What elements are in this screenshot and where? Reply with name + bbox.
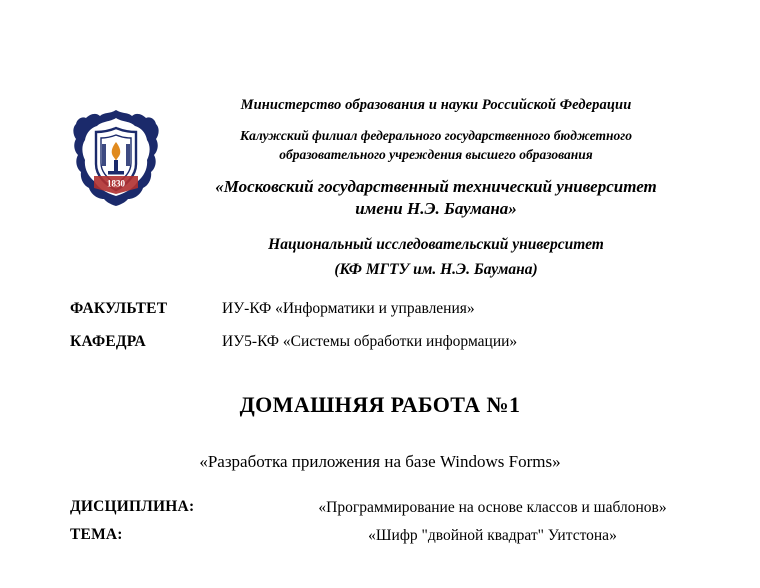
bmstu-emblem-icon: [70, 108, 162, 208]
field-row-faculty: [70, 300, 690, 318]
field-row-department: [70, 333, 690, 351]
branch-line-2: образовательного учреждения высшего образования: [279, 147, 593, 163]
university-name-line-2: имени Н.Э. Баумана»: [355, 198, 517, 218]
faculty-value: ИУ-КФ «Информатики и управления»: [222, 300, 475, 317]
university-short-name: (КФ МГТУ им. Н.Э. Баумана): [334, 260, 538, 278]
work-subtitle: «Разработка приложения на базе Windows Forms»: [199, 452, 561, 471]
research-university-line: Национальный исследовательский университет: [268, 235, 604, 253]
university-name-line-1: «Московский государственный технический университет: [215, 176, 657, 196]
faculty-department-block: [70, 300, 690, 366]
department-value: ИУ5-КФ «Системы обработки информации»: [222, 333, 518, 350]
ministry-line: Министерство образования и науки Российской Федерации: [240, 97, 632, 113]
department-label: КАФЕДРА: [70, 333, 146, 350]
work-title: ДОМАШНЯЯ РАБОТА №1: [239, 392, 521, 417]
discipline-value: «Программирование на основе классов и шаблонов»: [318, 499, 667, 516]
branch-line-1: Калужский филиал федерального государственного бюджетного: [240, 127, 632, 143]
field-row-discipline: [70, 498, 710, 518]
theme-value: «Шифр "двойной квадрат" Уитстона»: [368, 527, 617, 545]
faculty-label: ФАКУЛЬТЕТ: [70, 300, 168, 317]
theme-label: ТЕМА:: [70, 526, 123, 544]
discipline-theme-block: [70, 498, 710, 554]
branch-lines: [186, 126, 686, 165]
university-name: [186, 176, 686, 220]
emblem-year: 1830: [107, 178, 125, 189]
document-header: [186, 96, 686, 280]
discipline-label: ДИСЦИПЛИНА:: [70, 498, 195, 515]
field-row-theme: [70, 526, 710, 546]
